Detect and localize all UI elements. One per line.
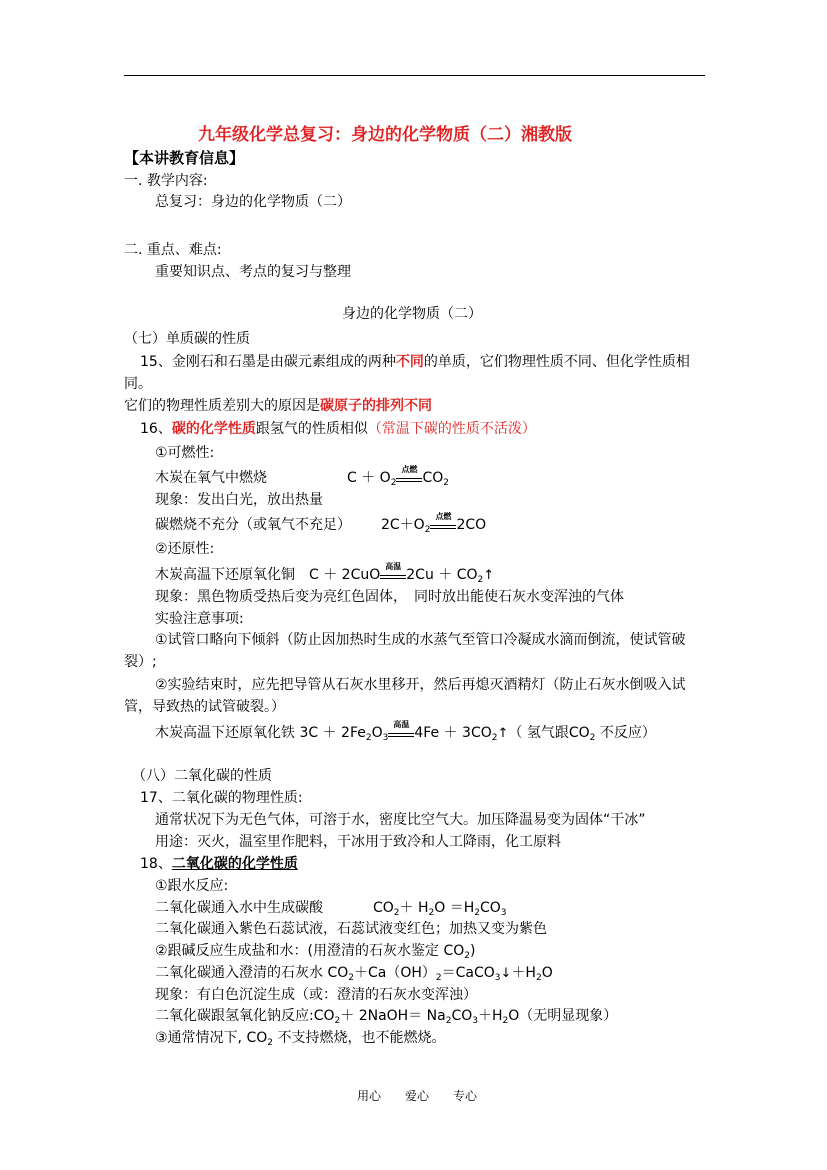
p15-line3: 它们的物理性质差别大的原因是碳原子的排列不同	[124, 398, 432, 414]
reaction-arrow: 高温	[380, 566, 406, 584]
p17-physical: 通常状况下为无色气体，可溶于水，密度比空气大。加压降温易变为固体“干冰”	[155, 812, 646, 828]
water-litmus: 二氧化碳通入紫色石蕊试液，石蕊试液变红色；加热又变为紫色	[155, 921, 547, 937]
header-rule	[124, 75, 705, 76]
combustion-eq1: 木炭在氧气中燃烧 $C + O_2$ 点燃 $CO_2$	[155, 465, 449, 488]
note1-line1: ①试管口略向下倾斜（防止因加热时生成的水蒸气至管口冷凝成水滴而倒流，使试管破	[155, 632, 686, 648]
section-1-content: 总复习：身边的化学物质（二）	[155, 194, 351, 210]
p15-reason: 碳原子的排列不同	[320, 398, 432, 414]
reaction-arrow: 点燃	[396, 469, 422, 487]
combustion-phenomenon: 现象：发出白光，放出热量	[155, 492, 323, 508]
sec7-heading: （七）单质碳的性质	[124, 331, 250, 347]
fire-line: ③通常情况下, $CO_2$ 不支持燃烧，也不能燃烧。	[155, 1030, 446, 1048]
combustion-eq2: 碳燃烧不充分（或氧气不充足） $2C+O_2$ 点燃 2CO	[155, 512, 487, 535]
note2-line2: 管，导致热的试管破裂。）	[124, 699, 285, 715]
p15-line1: 15、金刚石和石墨是由碳元素组成的两种不同的单质，它们物理性质不同、但化学性质相	[140, 354, 690, 370]
reduction-phenomenon: 现象：黑色物质受热后变为亮红色固体， 同时放出能使石灰水变浑浊的气体	[155, 589, 624, 605]
alkali-heading: ②跟碱反应生成盐和水：(用澄清的石灰水鉴定 $CO_2$)	[155, 943, 476, 961]
p18-line: 18、二氧化碳的化学性质	[140, 856, 298, 872]
page-title: 九年级化学总复习：身边的化学物质（二）湘教版	[198, 125, 572, 145]
p17-line: 17、二氧化碳的物理性质:	[140, 790, 303, 806]
alkali-eq2: 二氧化碳跟氢氧化钠反应$:CO_2+$ 2NaOH＝ $Na_2CO_3+H_2O$（无明显现象）	[155, 1008, 618, 1026]
section-2-content: 重要知识点、考点的复习与整理	[155, 264, 351, 280]
reaction-arrow: 点燃	[430, 516, 456, 534]
p16-note: （常温下碳的性质不活泼）	[367, 421, 536, 437]
combustion-heading: ①可燃性:	[155, 445, 215, 461]
info-heading: 【本讲教育信息】	[124, 149, 245, 167]
p15-highlight: 不同	[395, 354, 424, 370]
water-heading: ①跟水反应:	[155, 878, 229, 894]
water-eq: 二氧化碳通入水中生成碳酸 $CO_2+ H_2O =H_2CO_3$	[155, 900, 507, 918]
p17-use: 用途：灭火，温室里作肥料，干冰用于致冷和人工降雨，化工原料	[155, 834, 561, 850]
section-1-label: 一. 教学内容:	[124, 173, 208, 189]
reduction-heading: ②还原性:	[155, 541, 215, 557]
notes-heading: 实验注意事项:	[155, 611, 244, 627]
alkali-phenomenon: 现象：有白色沉淀生成（或：澄清的石灰水变浑浊）	[155, 987, 477, 1003]
note1-line2: 裂）;	[124, 654, 157, 670]
sec8-heading: （八）二氧化碳的性质	[132, 768, 272, 784]
p18-heading: 二氧化碳的化学性质	[171, 856, 298, 872]
p15-line2: 同。	[124, 376, 152, 392]
reaction-arrow: 高温	[388, 724, 414, 742]
alkali-eq1: 二氧化碳通入澄清的石灰水 $CO_2+Ca(OH)_2=CaCO_3↓+H_2O$	[155, 965, 553, 983]
p16-line: 16、碳的化学性质跟氢气的性质相似（常温下碳的性质不活泼）	[140, 421, 536, 437]
note2-line1: ②实验结束时，应先把导管从石灰水里移开，然后再熄灭酒精灯（防止石灰水倒吸入试	[155, 677, 686, 693]
reduction-eq2: 木炭高温下还原氧化铁 $3C + 2Fe_2O_3$ 高温 $4Fe + 3CO_2↑$（ 氢气跟$CO_2$ 不反应）	[155, 720, 656, 743]
p16-highlight: 碳的化学性质	[171, 421, 256, 437]
center-title: 身边的化学物质（二）	[342, 306, 482, 322]
page-footer: 用心 爱心 专心	[357, 1089, 478, 1103]
reduction-eq1: 木炭高温下还原氧化铜 C ＋ 2CuO 高温 $2Cu + CO_2↑$	[155, 562, 495, 585]
section-2-label: 二. 重点、难点:	[124, 242, 222, 258]
